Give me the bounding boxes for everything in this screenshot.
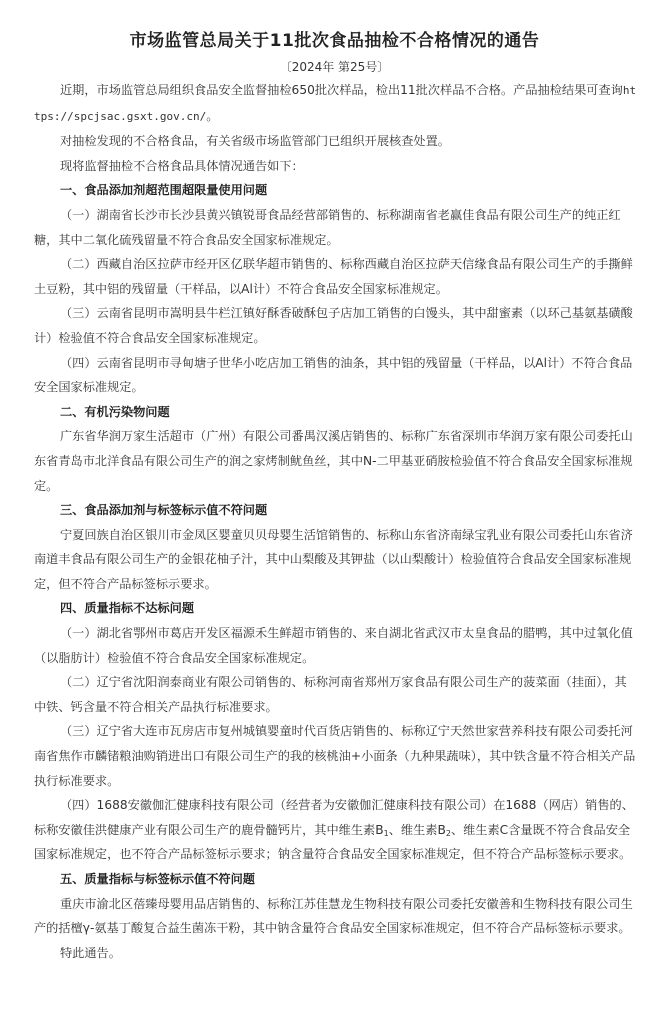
section-heading-5: 五、质量指标与标签标示值不符问题 <box>60 872 255 886</box>
page-title: 市场监管总局关于11批次食品抽检不合格情况的通告 <box>129 31 540 51</box>
section-3-item-1: 宁夏回族自治区银川市金凤区婴童贝贝母婴生活馆销售的、标称山东省济南绿宝乳业有限公司委托山东省济南道丰食品有限公司生产的金银花柚子汁，其中山梨酸及其钾盐（以山梨酸计）检验值符合食品安全国家标准规定，但不符合产品标签标示要求。 <box>34 527 633 591</box>
intro-paragraph-2: 对抽检发现的不合格食品，有关省级市场监管部门已组织开展核查处置。 <box>60 134 450 149</box>
section-heading-4: 四、质量指标不达标问题 <box>60 601 195 616</box>
document-number: 〔2024年 第25号〕 <box>279 60 390 74</box>
section-1-item-4: （四）云南省昆明市寻甸塘子世华小吃店加工销售的油条，其中铝的残留量（干样品，以Al计）不符合食品安全国家标准规定。 <box>34 355 633 395</box>
section-1-item-3: （三）云南省昆明市嵩明县牛栏江镇好酥香破酥包子店加工销售的白馒头，其中甜蜜素（以环己基氨基磺酸计）检验值不符合食品安全国家标准规定。 <box>34 306 633 345</box>
notice-body <box>34 78 638 965</box>
section-1-item-1: （一）湖南省长沙市长沙县黄兴镇锐哥食品经营部销售的、标称湖南省老赢佳食品有限公司生产的纯正红糖，其中二氧化硫残留量不符合食品安全国家标准规定。 <box>34 207 621 247</box>
section-2-item-1: 广东省华润万家生活超市（广州）有限公司番禺汉溪店销售的、标称广东省深圳市华润万家有限公司委托山东省青岛市北洋食品有限公司生产的润之家烤制鱿鱼丝，其中N-二甲基亚硝胺检验值不符合食品安全国家标准规定。 <box>34 429 633 493</box>
closing-text: 特此通告。 <box>60 945 121 960</box>
section-heading-2: 二、有机污染物问题 <box>60 404 170 419</box>
section-5-item-1: 重庆市渝北区蓓臻母婴用品店销售的、标称江苏佳慧龙生物科技有限公司委托安徽善和生物科技有限公司生产的括檀γ-氨基丁酸复合益生菌冻干粉，其中钠含量符合食品安全国家标准规定，但不符合产品标签标示要求。 <box>34 896 633 936</box>
intro-paragraph-3: 现将监督抽检不合格食品具体情况通告如下： <box>60 158 304 173</box>
section-heading-1: 一、食品添加剂超范围超限量使用问题 <box>60 183 268 198</box>
section-4-item-4: （四）1688安徽伽汇健康科技有限公司（经营者为安徽伽汇健康科技有限公司）在1688（网店）销售的、标称安徽佳洪健康产业有限公司生产的鹿骨髓钙片，其中维生素$B_1$、维生素$B_2$、维生素C含量既不符合食品安全国家标准规定，也不符合产品标签标示要求；钠含量符合食品安全国家标准规定，但不符合产品标签标示要求。 <box>34 798 634 862</box>
section-4-item-3: （三）辽宁省大连市瓦房店市复州城镇婴童时代百货店销售的、标称辽宁天然世家营养科技有限公司委托河南省焦作市麟锗粮油购销进出口有限公司生产的我的核桃油+小面条（九种果蔬味），其中铁含量不符合相关产品执行标准要求。 <box>34 724 636 788</box>
section-1-item-2: （二）西藏自治区拉萨市经开区亿联华超市销售的、标称西藏自治区拉萨天信缘食品有限公司生产的手撕鲜土豆粉，其中铝的残留量（干样品，以Al计）不符合食品安全国家标准规定。 <box>34 257 633 296</box>
section-4-item-1: （一）湖北省鄂州市葛店开发区福源禾生鲜超市销售的、来自湖北省武汉市太皇食品的腊鸭，其中过氧化值（以脂肪计）检验值不符合食品安全国家标准规定。 <box>34 626 633 665</box>
section-4-item-2: （二）辽宁省沈阳润泰商业有限公司销售的、标称河南省郑州万家食品有限公司生产的菠菜面（挂面），其中铁、钙含量不符合相关产品执行标准要求。 <box>34 675 627 714</box>
intro-paragraph: 近期，市场监管总局组织食品安全监督抽检650批次样品，检出11批次样品不合格。产品抽检结果可查询https://spcjsac.gsxt.gov.cn/。 <box>34 83 637 123</box>
section-heading-3: 三、食品添加剂与标签标示值不符问题 <box>60 503 268 518</box>
query-url: https://spcjsac.gsxt.gov.cn/ <box>34 84 637 123</box>
